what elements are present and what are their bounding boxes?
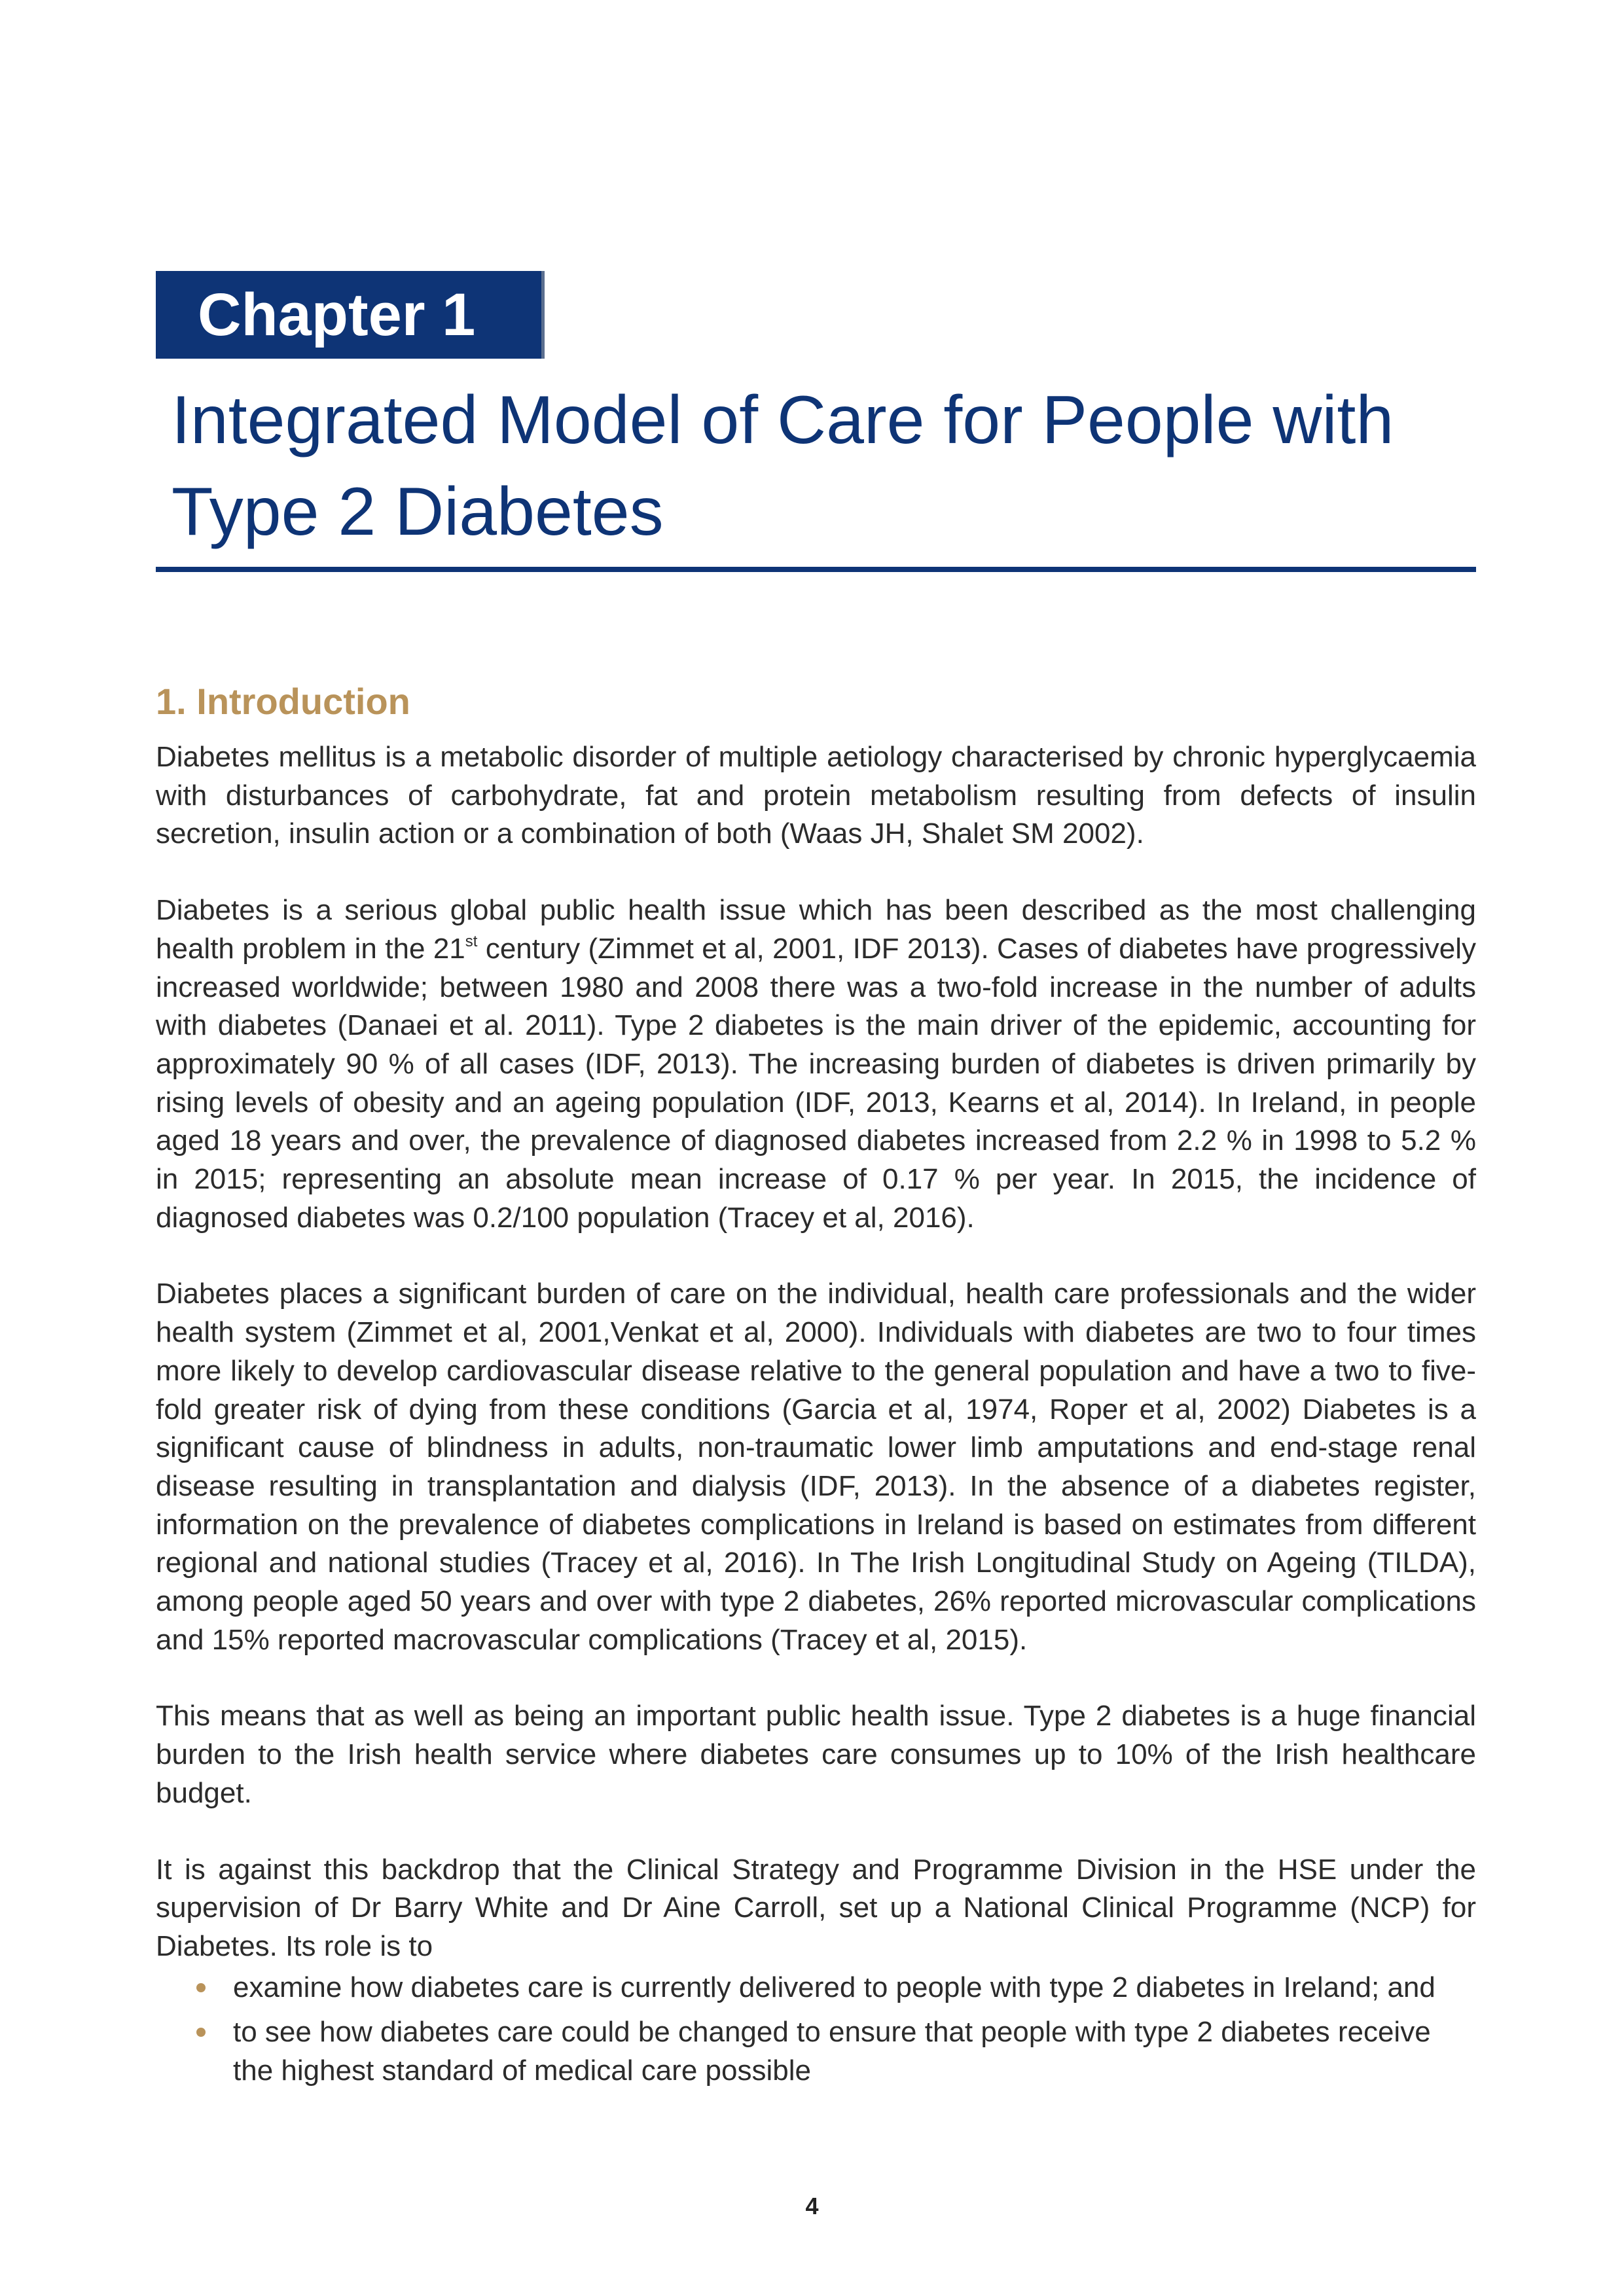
chapter-badge-label: Chapter 1 bbox=[198, 281, 476, 348]
bullet-item bbox=[156, 2013, 1476, 2090]
bullet-item bbox=[156, 1969, 1476, 2007]
bullet-dot-icon bbox=[196, 2028, 206, 2037]
paragraph-3: Diabetes places a significant burden of care on the individual, health care professionals and the wider health system (Zimmet et al, 2001,Venkat et al, 2000). Individuals with diabetes are two to four times more likely to develop cardiovascular disease relative to the general population and have a two to five-fold greater risk of dying from these conditions (Garcia et al, 1974, Roper et al, 2002) Diabetes is a significant cause of blindness in adults, non-traumatic lower limb amputations and end-stage renal disease resulting in transplantation and dialysis (IDF, 2013). In the absence of a diabetes register, information on the prevalence of diabetes complications in Ireland is based on estimates from different regional and national studies (Tracey et al, 2016). In The Irish Longitudinal Study on Ageing (TILDA), among people aged 50 years and over with type 2 diabetes, 26% reported microvascular complications and 15% reported macrovascular complications (Tracey et al, 2015). bbox=[156, 1278, 1476, 1656]
paragraph-1: Diabetes mellitus is a metabolic disorder of multiple aetiology characterised by chronic hyperglycaemia with disturbances of carbohydrate, fat and protein metabolism resulting from defects of insulin secretion, insulin action or a combination of both (Waas JH, Shalet SM 2002). bbox=[156, 741, 1476, 850]
chapter-title-line-1: Integrated Model of Care for People with bbox=[171, 382, 1394, 458]
bullet-dot-icon bbox=[196, 1983, 206, 1992]
paragraph-2-text-b: century (Zimmet et al, 2001, IDF 2013). Cases of diabetes have progressively increased worldwide; between 1980 and 2008 there was a two-fold increase in the number of adults with diabetes (Danaei et al. 2011). Type 2 diabetes is the main driver of the epidemic, accounting for approximately 90 % of all cases (IDF, 2013). The increasing burden of diabetes is driven primarily by rising levels of obesity and an ageing population (IDF, 2013, Kearns et al, 2014). In Ireland, in people aged 18 years and over, the prevalence of diagnosed diabetes increased from 2.2 % in 1998 to 5.2 % in 2015; representing an absolute mean increase of 0.17 % per year. In 2015, the incidence of diagnosed diabetes was 0.2/100 population (Tracey et al, 2016). bbox=[156, 932, 1476, 1234]
title-divider bbox=[156, 567, 1476, 572]
paragraph-5: It is against this backdrop that the Clinical Strategy and Programme Division in the HSE under the supervision of Dr Barry White and Dr Aine Carroll, set up a National Clinical Programme (NCP) for Diabetes. Its role is to bbox=[156, 1853, 1476, 1962]
paragraph-2-text-a: Diabetes is a serious global public health issue which has been described as the most challenging health problem in the 21 bbox=[156, 894, 1476, 965]
bullet-text: examine how diabetes care is currently delivered to people with type 2 diabetes in Ireland; and bbox=[233, 1971, 1435, 2003]
chapter-badge bbox=[156, 271, 545, 359]
chapter-title bbox=[171, 374, 1481, 558]
paragraph-4: This means that as well as being an important public health issue. Type 2 diabetes is a huge financial burden to the Irish health service where diabetes care consumes up to 10% of the Irish healthcare budget. bbox=[156, 1700, 1476, 1809]
paragraph-2 bbox=[156, 891, 1476, 1237]
ordinal-superscript: st bbox=[465, 932, 478, 950]
bullet-list bbox=[156, 1969, 1476, 2090]
section-heading: 1. Introduction bbox=[156, 681, 410, 722]
body-content bbox=[156, 738, 1476, 2097]
bullet-text: to see how diabetes care could be changed to ensure that people with type 2 diabetes receive the highest standard of medical care possible bbox=[233, 2016, 1431, 2087]
chapter-title-line-2: Type 2 Diabetes bbox=[171, 474, 664, 550]
page-number: 4 bbox=[805, 2193, 819, 2219]
